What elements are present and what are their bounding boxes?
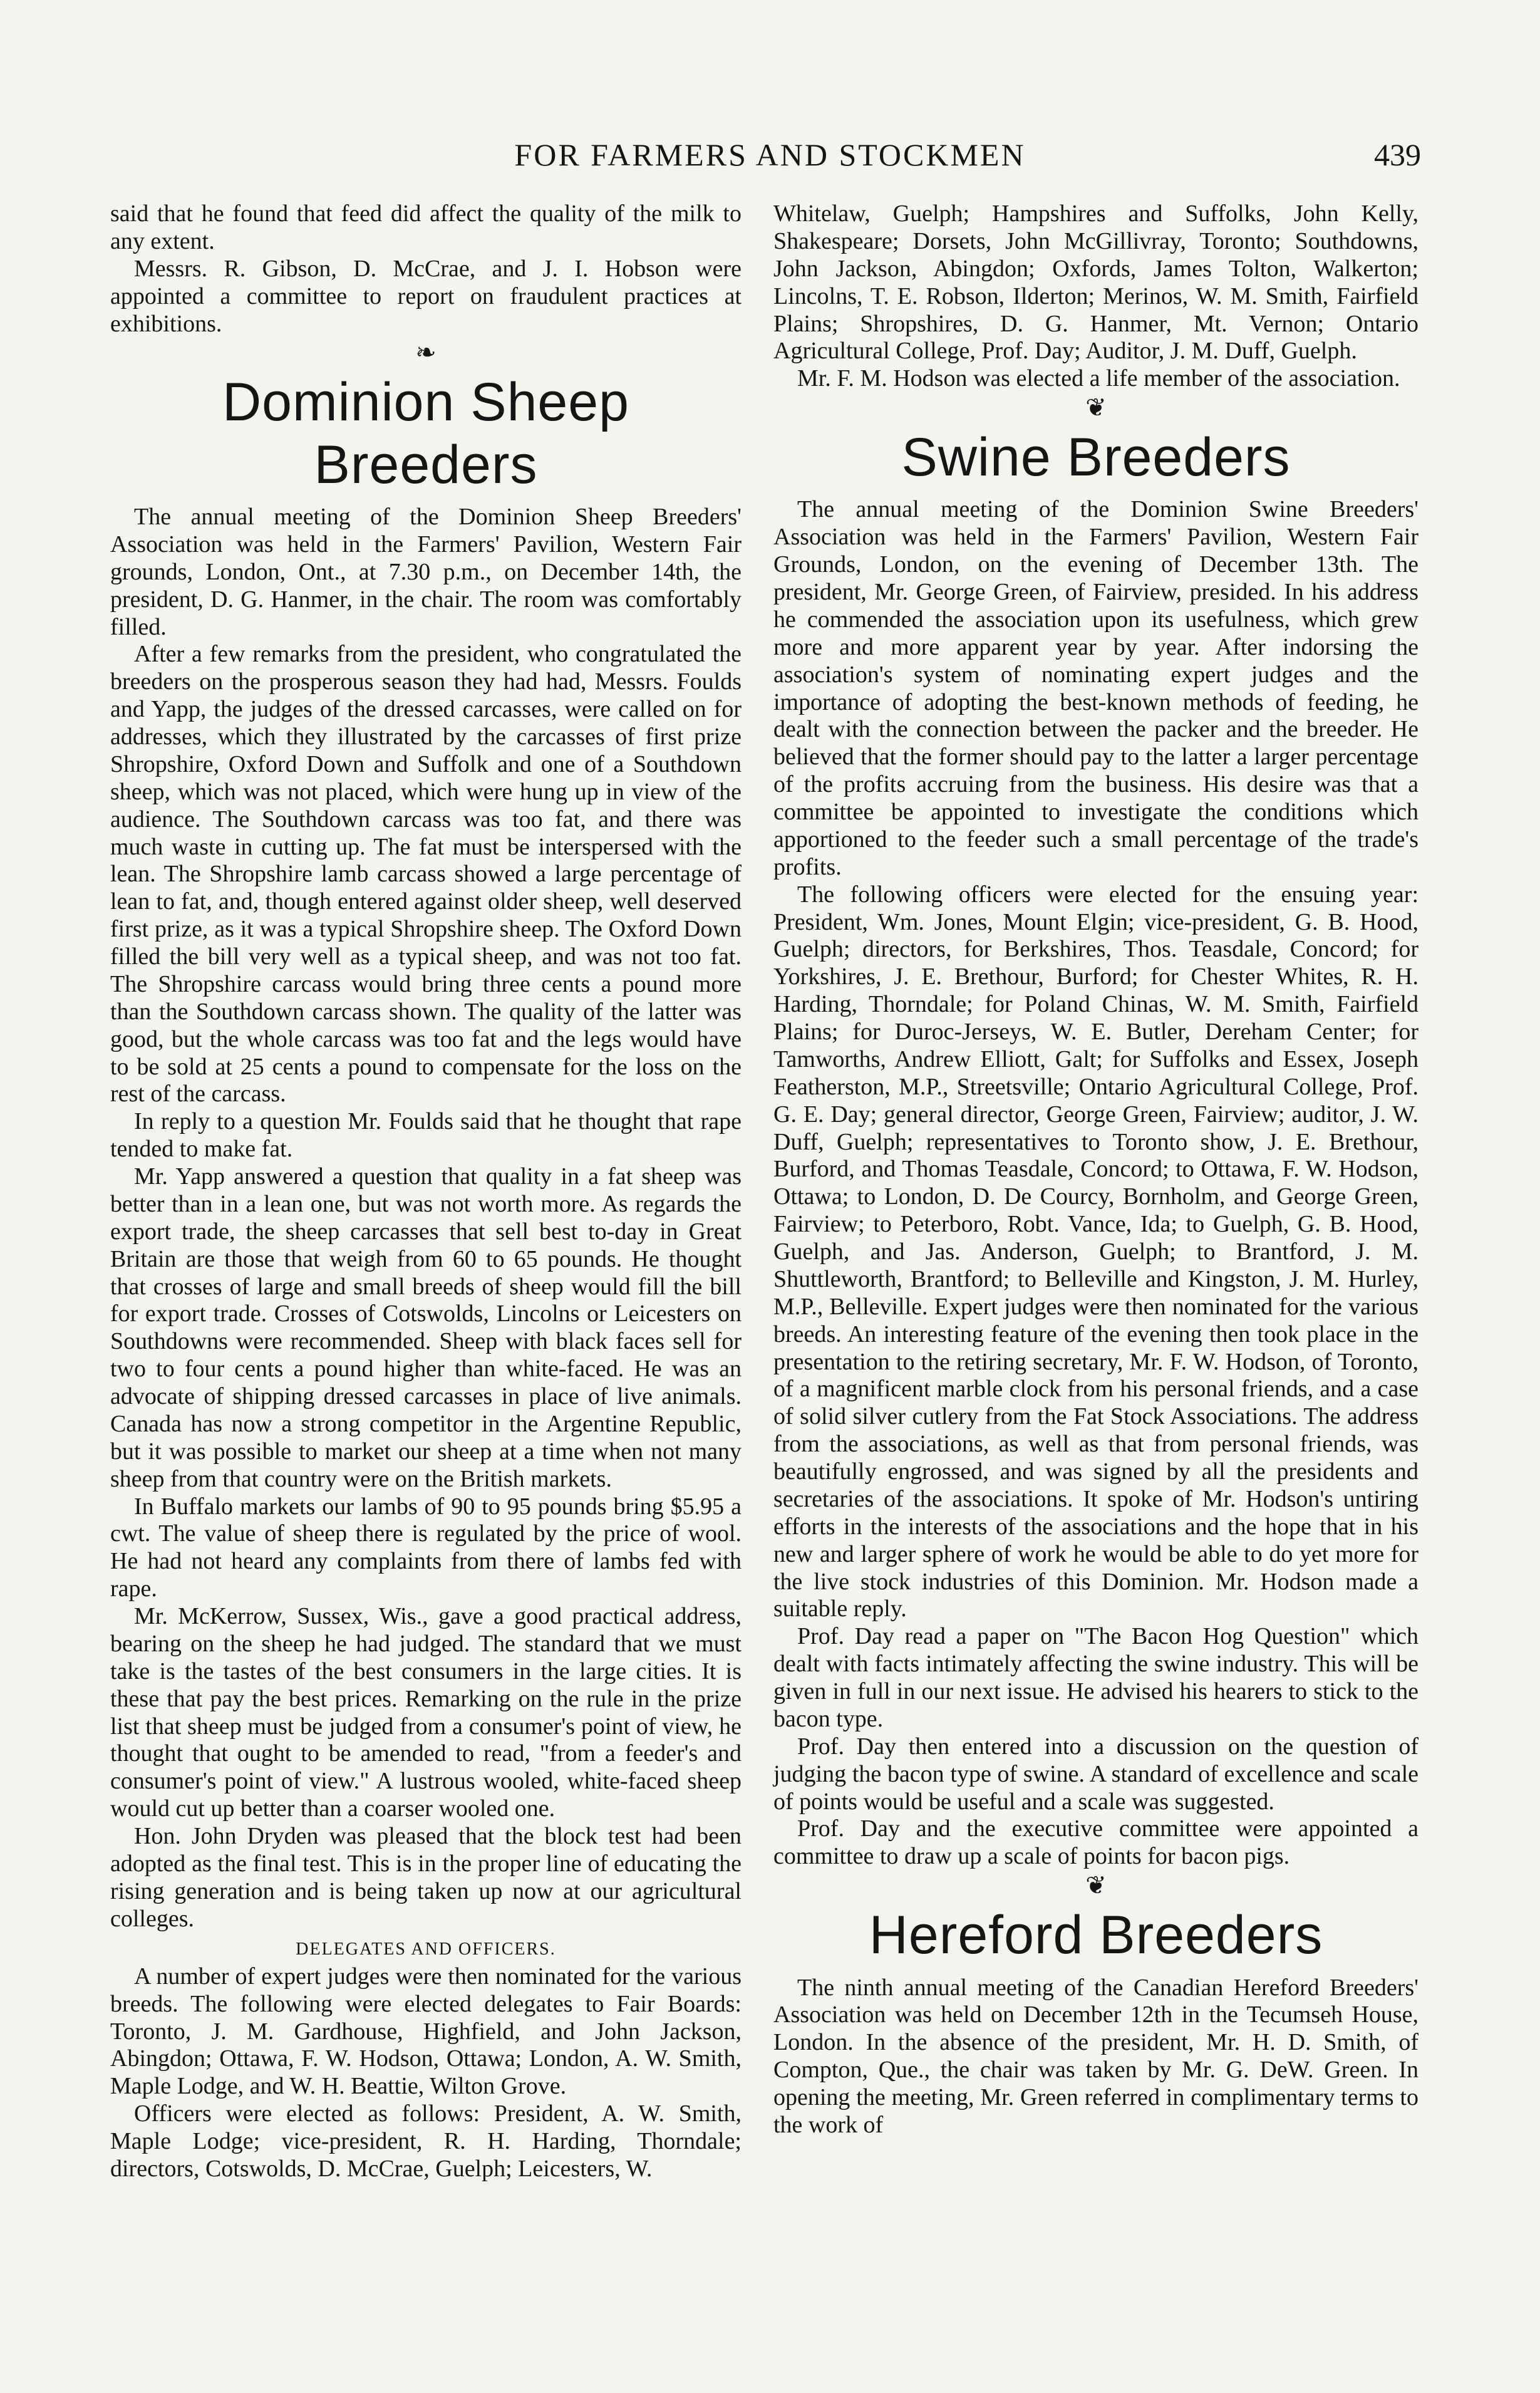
paragraph: Mr. McKerrow, Sussex, Wis., gave a good practical address, bearing on the sheep he had judged. The standard that we must take is the tastes of the best consumers in the large cities. It is these that pay the best prices. Remarking on the rule in the prize list that sheep must be judged from a consumer's point of view, he thought that ought to be amended to read, "from a feeder's and consumer's point of view." A lustrous wooled, white-faced sheep would cut up better than a coarser wooled one. [110,1603,742,1822]
paragraph: The following officers were elected for the ensuing year: President, Wm. Jones, Mount Elgin; vice-president, G. B. Hood, Guelph; directors, for Berkshires, Thos. Teasdale, Concord; for Yorkshires, J. E. Brethour, Burford; for Chester Whites, R. H. Harding, Thorndale; for Poland Chinas, W. M. Smith, Fairfield Plains; for Duroc-Jerseys, W. E. Butler, Dereham Center; for Tamworths, Andrew Elliott, Galt; for Suffolks and Essex, Joseph Featherston, M.P., Streetsville; Ontario Agricultural College, Prof. G. E. Day; general director, George Green, Fairview; auditor, J. W. Duff, Guelph; representatives to Toronto show, J. E. Brethour, Burford, and Thomas Teasdale, Concord; to Ottawa, F. W. Hodson, Ottawa; to London, D. De Courcy, Bornholm, and George Green, Fairview; to Peterboro, Robt. Vance, Ida; to Guelph, G. B. Hood, Guelph, and Jas. Anderson, Guelph; to Brantford, J. M. Shuttleworth, Brantford; to Belleville and Kingston, J. M. Hurley, M.P., Belleville. Expert judges were then nominated for the various breeds. An interesting feature of the evening then took place in the presentation to the retiring secretary, Mr. F. W. Hodson, of Toronto, of a magnificent marble clock from his personal friends, and a case of solid silver cutlery from the Fat Stock Associations. The address from the associations, as well as that from personal friends, was beautifully engrossed, and was signed by all the presidents and secretaries of the associations. It spoke of Mr. Hodson's untiring efforts in the interests of the associations and the hope that in his new and larger sphere of work he would be able to do yet more for the live stock industries of this Dominion. Mr. Hodson made a suitable reply. [773,881,1419,1622]
paragraph: The annual meeting of the Dominion Sheep Breeders' Association was held in the Farmers' Pavilion, Western Fair grounds, London, Ont., at 7.30 p.m., on December 14th, the president, D. G. Hanmer, in the chair. The room was comfortably filled. [110,504,742,640]
paragraph: Mr. F. M. Hodson was elected a life member of the association. [797,365,1400,392]
page-header [0,137,1540,187]
paragraph: The ninth annual meeting of the Canadian Hereford Breeders' Association was held on December 12th in the Tecumseh House, London. In the absence of the president, Mr. H. D. Smith, of Compton, Que., the chair was taken by Mr. G. DeW. Green. In opening the meeting, Mr. Green referred in complimentary terms to the work of [773,1974,1419,2138]
ornament-icon: ❦ [1085,393,1107,422]
running-title: FOR FARMERS AND STOCKMEN [514,137,1026,172]
paragraph: Messrs. R. Gibson, D. McCrae, and J. I. Hobson were appointed a committee to report on fraudulent practices at exhibitions. [110,255,742,337]
paragraph: Mr. Yapp answered a question that quality in a fat sheep was better than in a lean one, but was not worth more. As regards the export trade, the sheep carcasses that sell best to-day in Great Britain are those that weigh from 60 to 65 pounds. He thought that crosses of large and small breeds of sheep would fill the bill for export trade. Crosses of Cotswolds, Lincolns or Leicesters on Southdowns were recommended. Sheep with black faces sell for two to four cents a pound higher than white-faced. He was an advocate of shipping dressed carcasses in place of live animals. Canada has now a strong competitor in the Argentine Republic, but it was possible to market our sheep at a time when not many sheep from that country were on the British markets. [110,1163,742,1492]
paragraph: Hon. John Dryden was pleased that the block test had been adopted as the final test. This is in the proper line of educating the rising generation and is being taken up now at our agricultural colleges. [110,1823,742,1932]
section-title-sheep: Dominion Sheep Breeders [222,372,629,495]
left-column [110,200,742,2183]
paragraph: Prof. Day then entered into a discussion on the question of judging the bacon type of swine. A standard of excellence and scale of points would be useful and a scale was suggested. [773,1733,1419,1815]
ornament-icon: ❦ [1085,1871,1107,1900]
section-title-hereford: Hereford Breeders [869,1905,1323,1966]
subheading-delegates: DELEGATES AND OFFICERS. [296,1939,556,1959]
paragraph: Officers were elected as follows: President, A. W. Smith, Maple Lodge; vice-president, R. H. Harding, Thorndale; directors, Cotswolds, D. McCrae, Guelph; Leicesters, W. [110,2100,742,2182]
section-title-swine: Swine Breeders [901,427,1291,488]
paragraph: In reply to a question Mr. Foulds said that he thought that rape tended to make fat. [110,1108,742,1163]
paragraph: Prof. Day and the executive committee were appointed a committee to draw up a scale of points for bacon pigs. [773,1815,1419,1870]
paragraph: In Buffalo markets our lambs of 90 to 95 pounds bring $5.95 a cwt. The value of sheep there is regulated by the price of wool. He had not heard any complaints from there of lambs fed with rape. [110,1493,742,1602]
paragraph: After a few remarks from the president, who congratulated the breeders on the prosperous season they had had, Messrs. Foulds and Yapp, the judges of the dressed carcasses, were called on for addresses, which they illustrated by the carcasses of first prize Shropshire, Oxford Down and Suffolk and one of a Southdown sheep, which was not placed, which were hung up in view of the audience. The Southdown carcass was too fat, and there was much waste in cutting up. The fat must be interspersed with the lean. The Shropshire lamb carcass showed a large percentage of lean to fat, and, though entered against older sheep, well deserved first prize, as it was a typical Shropshire sheep. The Oxford Down filled the bill very well as a typical sheep, and was not too fat. The Shropshire carcass would bring three cents a pound more than the Southdown carcass shown. The quality of the latter was good, but the whole carcass was too fat and the legs would have to be sold at 25 cents a pound to compensate for the loss on the rest of the carcass. [110,641,742,1108]
paragraph: said that he found that feed did affect the quality of the milk to any extent. [110,200,742,254]
ornament-icon: ❧ [415,338,437,367]
paragraph: A number of expert judges were then nominated for the various breeds. The following were elected delegates to Fair Boards: Toronto, J. M. Gardhouse, Highfield, and John Jackson, Abingdon; Ottawa, F. W. Hodson, Ottawa; London, A. W. Smith, Maple Lodge, and W. H. Beattie, Wilton Grove. [110,1963,742,2100]
paragraph: Prof. Day read a paper on "The Bacon Hog Question" which dealt with facts intimately affecting the swine industry. This will be given in full in our next issue. He advised his hearers to stick to the bacon type. [773,1623,1419,1732]
paragraph: Whitelaw, Guelph; Hampshires and Suffolks, John Kelly, Shakespeare; Dorsets, John McGillivray, Toronto; Southdowns, John Jackson, Abingdon; Oxfords, James Tolton, Walkerton; Lincolns, T. E. Robson, Ilderton; Merinos, W. M. Smith, Fairfield Plains; Shropshires, D. G. Hanmer, Mt. Vernon; Ontario Agricultural College, Prof. Day; Auditor, J. M. Duff, Guelph. [773,200,1419,365]
paragraph: The annual meeting of the Dominion Swine Breeders' Association was held in the Farmers' Pavilion, Western Fair Grounds, London, on the evening of December 13th. The president, Mr. George Green, of Fairview, presided. In his address he commended the association upon its usefulness, which grew more and more apparent year by year. After indorsing the association's system of nominating expert judges and the importance of adopting the best-known methods of feeding, he dealt with the connection between the packer and the breeder. He believed that the former should pay to the latter a larger percentage of the profits accruing from the business. His desire was that a committee be appointed to investigate the conditions which apportioned to the feeder such a small percentage of the trade's profits. [773,496,1419,880]
page-number: 439 [1374,137,1421,172]
right-column [773,200,1419,2139]
